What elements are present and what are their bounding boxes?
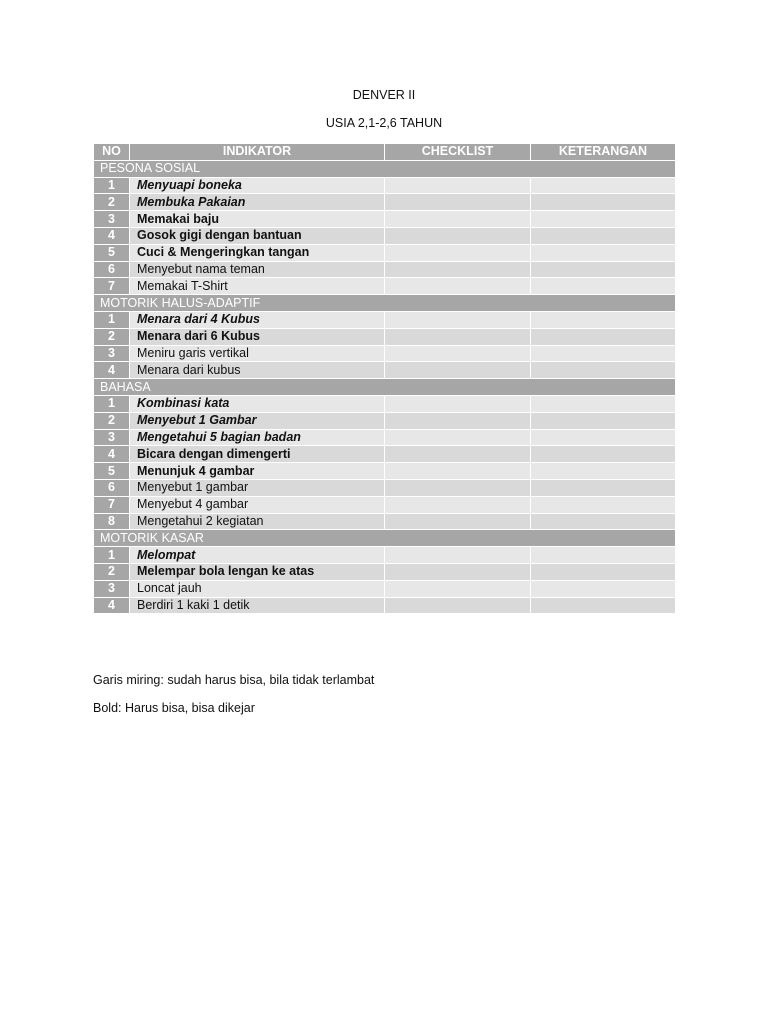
keterangan-cell[interactable] <box>531 362 676 379</box>
indikator-cell: Menyebut 1 gambar <box>130 479 385 496</box>
section-row <box>94 295 676 312</box>
document-title: DENVER II <box>352 88 416 102</box>
section-row <box>94 160 676 177</box>
row-number: 7 <box>94 496 130 513</box>
table-row <box>94 278 676 295</box>
row-number: 2 <box>94 328 130 345</box>
keterangan-cell[interactable] <box>531 412 676 429</box>
indikator-cell: Bicara dengan dimengerti <box>130 446 385 463</box>
checklist-cell[interactable] <box>385 362 531 379</box>
checklist-cell[interactable] <box>385 278 531 295</box>
table-row <box>94 580 676 597</box>
legend-italic-note: Garis miring: sudah harus bisa, bila tidak terlambat <box>93 673 375 687</box>
keterangan-cell[interactable] <box>531 513 676 530</box>
row-number: 3 <box>94 211 130 228</box>
keterangan-cell[interactable] <box>531 328 676 345</box>
section-row <box>94 379 676 396</box>
keterangan-cell[interactable] <box>531 345 676 362</box>
table-row <box>94 211 676 228</box>
section-row <box>94 530 676 547</box>
row-number: 4 <box>94 362 130 379</box>
indikator-cell: Menyuapi boneka <box>130 177 385 194</box>
row-number: 5 <box>94 244 130 261</box>
row-number: 3 <box>94 345 130 362</box>
table-row <box>94 446 676 463</box>
row-number: 2 <box>94 563 130 580</box>
row-number: 1 <box>94 395 130 412</box>
keterangan-cell[interactable] <box>531 446 676 463</box>
indikator-cell: Berdiri 1 kaki 1 detik <box>130 597 385 614</box>
checklist-cell[interactable] <box>385 563 531 580</box>
table-row <box>94 479 676 496</box>
row-number: 4 <box>94 597 130 614</box>
header-checklist: CHECKLIST <box>385 144 531 161</box>
checklist-cell[interactable] <box>385 194 531 211</box>
table-row <box>94 563 676 580</box>
table-row <box>94 311 676 328</box>
table-row <box>94 345 676 362</box>
table-row <box>94 177 676 194</box>
checklist-cell[interactable] <box>385 311 531 328</box>
table-row <box>94 194 676 211</box>
row-number: 7 <box>94 278 130 295</box>
table-row <box>94 429 676 446</box>
keterangan-cell[interactable] <box>531 479 676 496</box>
checklist-cell[interactable] <box>385 227 531 244</box>
indikator-cell: Membuka Pakaian <box>130 194 385 211</box>
row-number: 4 <box>94 446 130 463</box>
row-number: 1 <box>94 177 130 194</box>
indikator-cell: Memakai T-Shirt <box>130 278 385 295</box>
checklist-cell[interactable] <box>385 547 531 564</box>
indikator-cell: Melompat <box>130 547 385 564</box>
indikator-cell: Cuci & Mengeringkan tangan <box>130 244 385 261</box>
section-title: BAHASA <box>94 379 676 396</box>
keterangan-cell[interactable] <box>531 261 676 278</box>
table-header-row <box>94 144 676 161</box>
table-row <box>94 547 676 564</box>
table-row <box>94 362 676 379</box>
keterangan-cell[interactable] <box>531 580 676 597</box>
row-number: 1 <box>94 311 130 328</box>
keterangan-cell[interactable] <box>531 227 676 244</box>
checklist-cell[interactable] <box>385 328 531 345</box>
row-number: 6 <box>94 479 130 496</box>
checklist-cell[interactable] <box>385 580 531 597</box>
checklist-cell[interactable] <box>385 244 531 261</box>
denver-table <box>93 143 676 614</box>
table-body <box>94 160 676 614</box>
keterangan-cell[interactable] <box>531 429 676 446</box>
row-number: 3 <box>94 580 130 597</box>
checklist-cell[interactable] <box>385 446 531 463</box>
section-title: MOTORIK HALUS-ADAPTIF <box>94 295 676 312</box>
row-number: 2 <box>94 194 130 211</box>
table-row <box>94 227 676 244</box>
keterangan-cell[interactable] <box>531 194 676 211</box>
indikator-cell: Menyebut nama teman <box>130 261 385 278</box>
indikator-cell: Menara dari kubus <box>130 362 385 379</box>
row-number: 8 <box>94 513 130 530</box>
indikator-cell: Meniru garis vertikal <box>130 345 385 362</box>
section-title: PESONA SOSIAL <box>94 160 676 177</box>
keterangan-cell[interactable] <box>531 278 676 295</box>
indikator-cell: Menara dari 4 Kubus <box>130 311 385 328</box>
checklist-cell[interactable] <box>385 412 531 429</box>
keterangan-cell[interactable] <box>531 496 676 513</box>
indikator-cell: Gosok gigi dengan bantuan <box>130 227 385 244</box>
checklist-cell[interactable] <box>385 211 531 228</box>
row-number: 6 <box>94 261 130 278</box>
checklist-cell[interactable] <box>385 597 531 614</box>
indikator-cell: Memakai baju <box>130 211 385 228</box>
checklist-cell[interactable] <box>385 496 531 513</box>
row-number: 5 <box>94 463 130 480</box>
header-no: NO <box>94 144 130 161</box>
indikator-cell: Melempar bola lengan ke atas <box>130 563 385 580</box>
keterangan-cell[interactable] <box>531 177 676 194</box>
keterangan-cell[interactable] <box>531 563 676 580</box>
checklist-cell[interactable] <box>385 429 531 446</box>
keterangan-cell[interactable] <box>531 547 676 564</box>
keterangan-cell[interactable] <box>531 244 676 261</box>
indikator-cell: Loncat jauh <box>130 580 385 597</box>
checklist-cell[interactable] <box>385 261 531 278</box>
header-keterangan: KETERANGAN <box>531 144 676 161</box>
table-row <box>94 244 676 261</box>
indikator-cell: Kombinasi kata <box>130 395 385 412</box>
table-row <box>94 412 676 429</box>
indikator-cell: Menunjuk 4 gambar <box>130 463 385 480</box>
section-title: MOTORIK KASAR <box>94 530 676 547</box>
table-row <box>94 463 676 480</box>
indikator-cell: Mengetahui 2 kegiatan <box>130 513 385 530</box>
indikator-cell: Menara dari 6 Kubus <box>130 328 385 345</box>
table-row <box>94 496 676 513</box>
table-row <box>94 395 676 412</box>
checklist-cell[interactable] <box>385 395 531 412</box>
checklist-cell[interactable] <box>385 463 531 480</box>
checklist-cell[interactable] <box>385 479 531 496</box>
keterangan-cell[interactable] <box>531 211 676 228</box>
indikator-cell: Menyebut 4 gambar <box>130 496 385 513</box>
table-row <box>94 597 676 614</box>
table-row <box>94 328 676 345</box>
keterangan-cell[interactable] <box>531 597 676 614</box>
row-number: 1 <box>94 547 130 564</box>
row-number: 4 <box>94 227 130 244</box>
legend-bold-note: Bold: Harus bisa, bisa dikejar <box>93 701 255 715</box>
keterangan-cell[interactable] <box>531 463 676 480</box>
indikator-cell: Mengetahui 5 bagian badan <box>130 429 385 446</box>
row-number: 2 <box>94 412 130 429</box>
checklist-cell[interactable] <box>385 513 531 530</box>
table-row <box>94 261 676 278</box>
checklist-cell[interactable] <box>385 177 531 194</box>
keterangan-cell[interactable] <box>531 311 676 328</box>
header-indikator: INDIKATOR <box>130 144 385 161</box>
row-number: 3 <box>94 429 130 446</box>
checklist-cell[interactable] <box>385 345 531 362</box>
document-subtitle: USIA 2,1-2,6 TAHUN <box>325 116 443 130</box>
keterangan-cell[interactable] <box>531 395 676 412</box>
table-row <box>94 513 676 530</box>
indikator-cell: Menyebut 1 Gambar <box>130 412 385 429</box>
